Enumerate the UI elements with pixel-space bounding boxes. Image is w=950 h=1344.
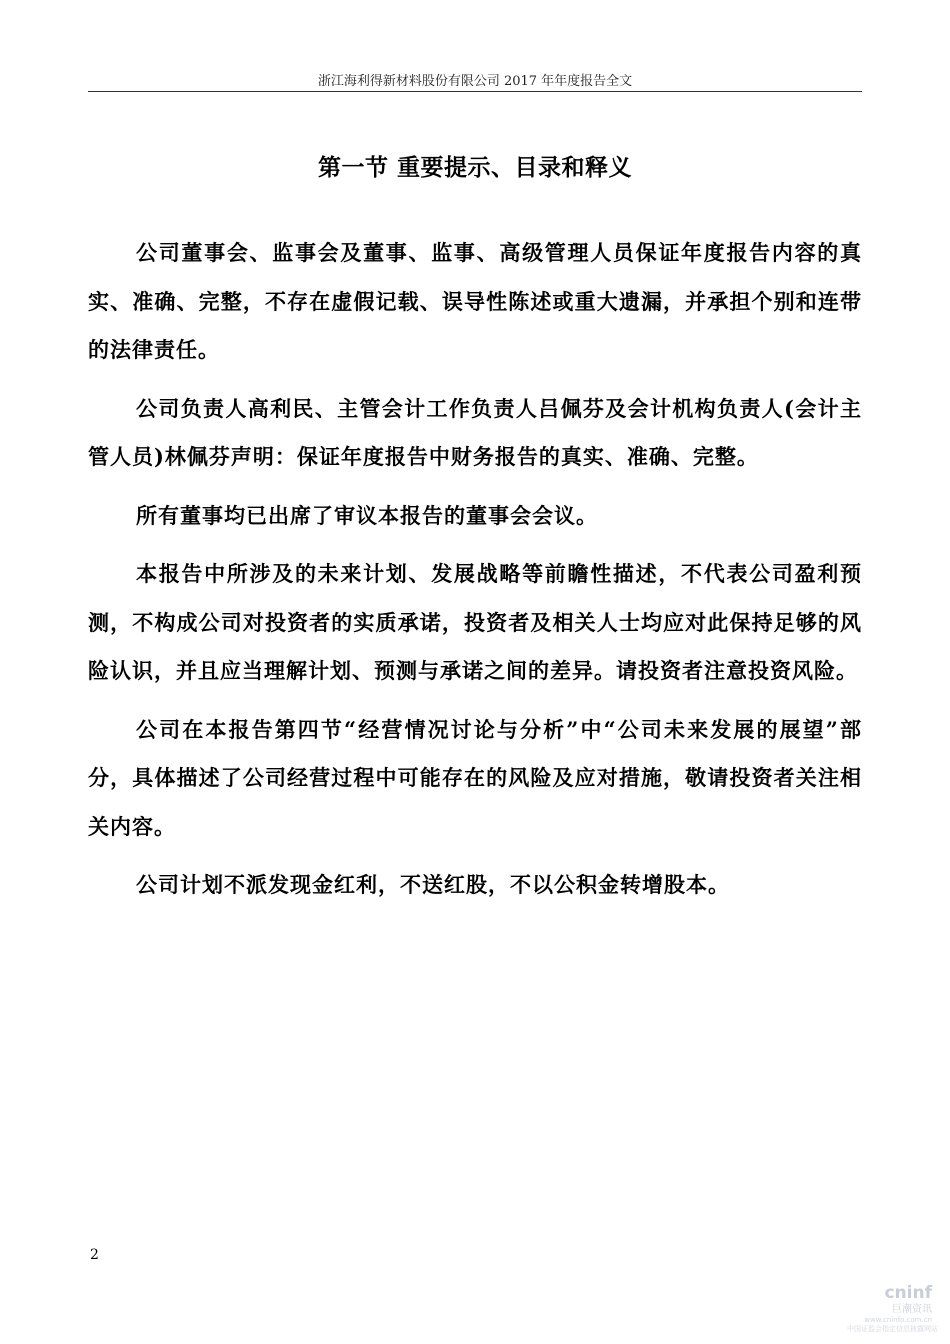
paragraph-forward-looking: 本报告中所涉及的未来计划、发展战略等前瞻性描述，不代表公司盈利预测，不构成公司对投资者的实质承诺，投资者及相关人士均应对此保持足够的风险认识，并且应当理解计划、预测与承诺之间的差异。请投资者注意投资风险。 <box>88 561 862 683</box>
paragraph-dividend-plan: 公司计划不派发现金红利，不送红股，不以公积金转增股本。 <box>136 872 730 897</box>
document-body <box>88 229 862 920</box>
paragraph-board-guarantee: 公司董事会、监事会及董事、监事、高级管理人员保证年度报告内容的真实、准确、完整，不存在虚假记载、误导性陈述或重大遗漏，并承担个别和连带的法律责任。 <box>88 240 862 362</box>
cninfo-url: www.cninfo.com.cn <box>864 1316 932 1324</box>
paragraph-risk-reference: 公司在本报告第四节“经营情况讨论与分析”中“公司未来发展的展望”部分，具体描述了公司经营过程中可能存在的风险及应对措施，敬请投资者关注相关内容。 <box>88 716 862 839</box>
paragraph-responsible-persons: 公司负责人高利民、主管会计工作负责人吕佩芬及会计机构负责人(会计主管人员)林佩芬声明：保证年度报告中财务报告的真实、准确、完整。 <box>88 395 862 469</box>
cninfo-logo: cninf <box>884 1283 932 1303</box>
cninfo-cn-name: 巨潮资讯 <box>892 1304 932 1315</box>
cninfo-tagline: 中国证监会指定信息披露网站 <box>847 1325 938 1333</box>
section-title: 第一节 重要提示、目录和释义 <box>317 154 632 181</box>
header-divider <box>88 91 862 92</box>
paragraph-directors-attendance: 所有董事均已出席了审议本报告的董事会会议。 <box>136 502 598 528</box>
page-number: 2 <box>90 1247 99 1263</box>
cninfo-watermark <box>838 1282 938 1336</box>
report-header-title: 浙江海利得新材料股份有限公司 2017 年年度报告全文 <box>317 74 633 89</box>
